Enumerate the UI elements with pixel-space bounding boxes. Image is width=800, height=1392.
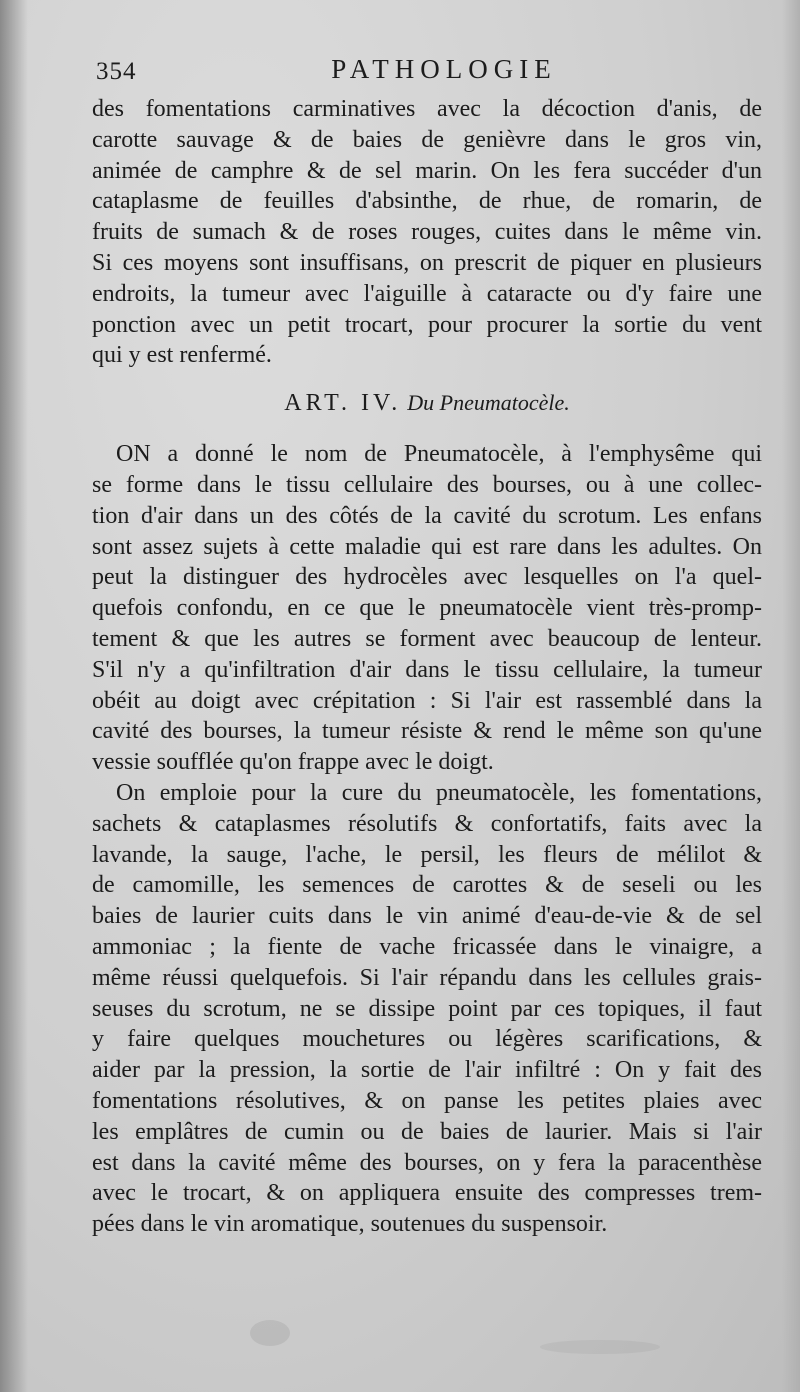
text-line: se forme dans le tissu cellulaire des bourses, ou à une collec-: [92, 471, 762, 498]
text-line: peut la distinguer des hydrocèles avec lesquelles on l'a quel-: [92, 564, 762, 591]
text-line: baies de laurier cuits dans le vin animé d'eau-de-vie & de sel: [92, 903, 762, 930]
text-line: animée de camphre & de sel marin. On les fera succéder d'un: [92, 157, 762, 184]
page-number: 354: [96, 58, 137, 85]
text-line: cataplasme de feuilles d'absinthe, de rhue, de romarin, de: [92, 188, 762, 215]
text-line: On emploie pour la cure du pneumatocèle, les fomentations,: [116, 779, 762, 806]
text-line: des fomentations carminatives avec la décoction d'anis, de: [92, 96, 762, 122]
text-line: ponction avec un petit trocart, pour procurer la sortie du vent: [92, 311, 762, 338]
text-line: cavité des bourses, la tumeur résiste & rend le même son qu'une: [92, 718, 762, 745]
text-line: vessie soufflée qu'on frappe avec le doigt.: [92, 749, 494, 776]
running-head: PATHOLOGIE: [331, 54, 557, 84]
article-heading: [92, 375, 762, 431]
text-line: qui y est renfermé.: [92, 342, 272, 369]
text-line: avec le trocart, & on appliquera ensuite des compresses trem-: [92, 1180, 762, 1207]
text-line: sachets & cataplasmes résolutifs & confortatifs, faits avec la: [92, 810, 762, 837]
text-line: fruits de sumach & de roses rouges, cuites dans le même vin.: [92, 219, 762, 246]
text-line: sont assez sujets à cette maladie qui est rare dans les adultes. On: [92, 533, 762, 560]
article-number: ART. IV.: [284, 390, 402, 417]
text-line: tement & que les autres se forment avec beaucoup de lenteur.: [92, 625, 762, 652]
text-line: y faire quelques mouchetures ou légères scarifications, &: [92, 1026, 762, 1053]
text-line: ON a donné le nom de Pneumatocèle, à l'emphysême qui: [116, 441, 762, 468]
text-line: Si ces moyens sont insuffisans, on prescrit de piquer en plusieurs: [92, 249, 762, 276]
paragraph-treatment: [92, 778, 762, 1240]
text-line: ammoniac ; la fiente de vache fricassée dans le vinaigre, a: [92, 933, 762, 960]
text-line: tion d'air dans un des côtés de la cavité du scrotum. Les enfans: [92, 502, 762, 529]
text-line: fomentations résolutives, & on panse les petites plaies avec: [92, 1087, 762, 1114]
paper-stain: [540, 1340, 660, 1354]
text-line: S'il n'y a qu'infiltration d'air dans le tissu cellulaire, la tumeur: [92, 656, 762, 683]
text-line: est dans la cavité même des bourses, on y fera la paracenthèse: [92, 1149, 762, 1176]
paragraph-definition: [92, 439, 762, 778]
text-line: lavande, la sauge, l'ache, le persil, les fleurs de mélilot &: [92, 841, 762, 868]
paragraph-continuation: [92, 94, 762, 371]
paper-stain: [250, 1320, 290, 1346]
text-line: les emplâtres de cumin ou de baies de laurier. Mais si l'air: [92, 1118, 762, 1145]
text-line: carotte sauvage & de baies de genièvre dans le gros vin,: [92, 126, 762, 153]
article-subject: Du Pneumatocèle.: [407, 390, 570, 416]
text-line: seuses du scrotum, ne se dissipe point par ces topiques, il faut: [92, 995, 762, 1022]
text-line: de camomille, les semences de carottes & de seseli ou les: [92, 872, 762, 899]
text-line: pées dans le vin aromatique, soutenues du suspensoir.: [92, 1211, 608, 1238]
text-line: même réussi quelquefois. Si l'air répandu dans les cellules grais-: [92, 964, 762, 991]
text-line: endroits, la tumeur avec l'aiguille à cataracte ou d'y faire une: [92, 280, 762, 307]
page-header: [88, 52, 760, 92]
text-line: quefois confondu, en ce que le pneumatocèle vient très-promp-: [92, 595, 762, 622]
text-line: obéit au doigt avec crépitation : Si l'air est rassemblé dans la: [92, 687, 762, 714]
text-line: aider par la pression, la sortie de l'air infiltré : On y fait des: [92, 1057, 762, 1084]
page-body: [92, 94, 762, 1240]
